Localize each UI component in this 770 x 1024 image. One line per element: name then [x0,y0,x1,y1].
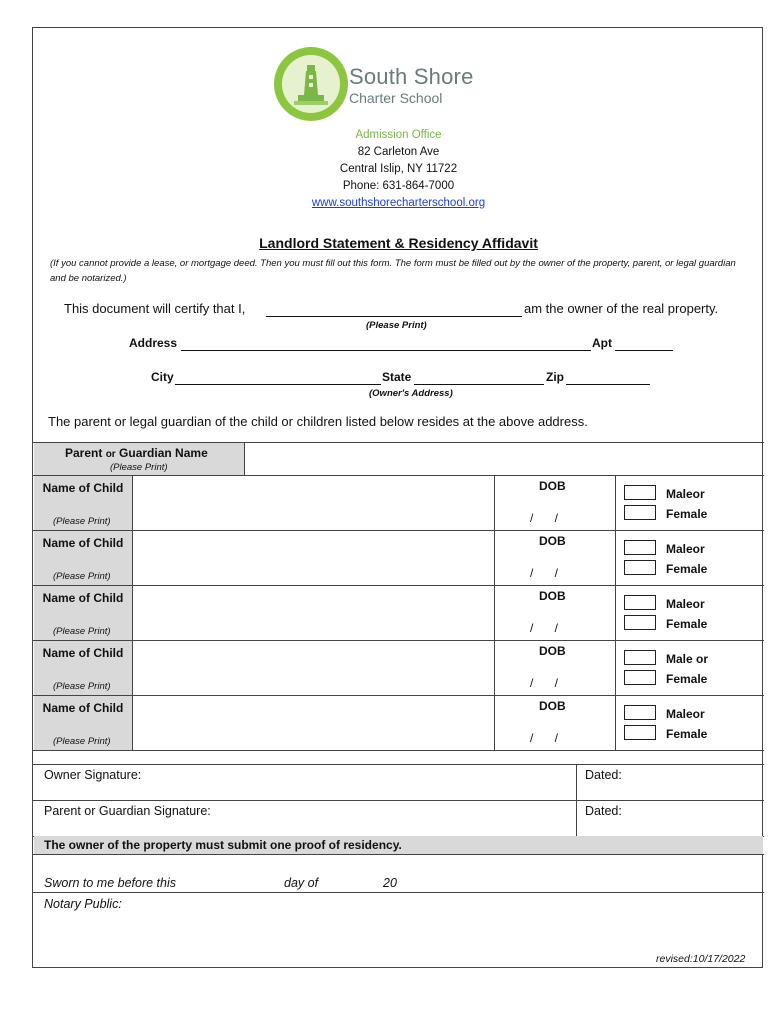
dob-slashes[interactable]: / / [530,621,559,635]
resides-statement: The parent or legal guardian of the child or children listed below resides at the above address. [48,414,588,429]
child-name-label: Name of Child (Please Print) [34,586,133,641]
male-checkbox[interactable] [624,595,656,610]
zip-label: Zip [546,370,564,384]
admission-office: Admission Office [355,129,442,141]
child-name-field[interactable] [133,531,493,585]
day-of-label: day of [284,876,319,890]
male-checkbox[interactable] [624,485,656,500]
certify-suffix: am the owner of the real property. [524,301,719,316]
owner-dated-label: Dated: [585,768,622,782]
male-label: Male or [666,652,709,666]
male-checkbox[interactable] [624,540,656,555]
proof-notice-bar [34,836,763,854]
street-address: 82 Carleton Ave [357,146,440,158]
female-checkbox[interactable] [624,670,656,685]
male-label: Maleor [666,542,705,556]
city-label: City [151,370,174,384]
female-label: Female [666,672,708,686]
female-checkbox[interactable] [624,725,656,740]
city-state-zip: Central Islip, NY 11722 [339,163,458,175]
parent-signature-label: Parent or Guardian Signature: [44,804,211,818]
apt-label: Apt [592,336,612,350]
male-label: Maleor [666,707,705,721]
notary-public-label: Notary Public: [44,897,122,911]
zip-field[interactable] [566,384,650,385]
dob-label: DOB [539,479,566,493]
owner-name-field[interactable] [266,316,522,317]
parent-dated-label: Dated: [585,804,622,818]
male-label: Maleor [666,597,705,611]
male-checkbox[interactable] [624,650,656,665]
certify-prefix: This document will certify that I, [64,301,246,316]
female-label: Female [666,727,708,741]
lighthouse-icon [282,55,340,113]
school-name: South Shore [349,64,474,89]
state-field[interactable] [414,384,544,385]
proof-notice: The owner of the property must submit one proof of residency. [44,838,402,852]
male-label: Maleor [666,487,705,501]
female-checkbox[interactable] [624,560,656,575]
child-name-label: Name of Child (Please Print) [34,476,133,531]
website-link[interactable]: www.southshorecharterschool.org [311,197,486,209]
dob-slashes[interactable]: / / [530,676,559,690]
female-checkbox[interactable] [624,615,656,630]
please-print-hint: (Please Print) [366,320,427,331]
form-page [32,27,763,968]
parent-signature-field[interactable] [233,801,573,835]
female-label: Female [666,617,708,631]
child-name-field[interactable] [133,586,493,640]
dob-label: DOB [539,699,566,713]
form-title: Landlord Statement & Residency Affidavit [259,235,538,251]
city-field[interactable] [175,384,381,385]
female-label: Female [666,507,708,521]
owner-signature-field[interactable] [193,765,573,799]
dob-label: DOB [539,589,566,603]
child-name-field[interactable] [133,476,493,530]
notary-field[interactable] [143,894,743,944]
address-field[interactable] [181,350,591,351]
owner-signature-label: Owner Signature: [44,768,142,782]
dob-label: DOB [539,534,566,548]
parent-guardian-name-field[interactable] [245,443,763,475]
parent-guardian-label: Parent or Guardian Name (Please Print) [34,443,245,475]
female-checkbox[interactable] [624,505,656,520]
child-name-field[interactable] [133,641,493,695]
apt-field[interactable] [615,350,673,351]
phone-number: Phone: 631-864-7000 [342,180,455,192]
address-label: Address [129,336,178,350]
state-label: State [382,370,412,384]
owners-address-hint: (Owner's Address) [369,388,453,399]
child-name-field[interactable] [133,696,493,750]
instructions-note: (If you cannot provide a lease, or mortgage deed. Then you must fill out this form. The form must be filled out by the owner of the property, parent, or legal guardian and be notarized.) [50,258,736,284]
child-name-label: Name of Child (Please Print) [34,531,133,586]
school-logo [274,47,348,121]
school-subtitle: Charter School [349,90,443,106]
dob-slashes[interactable]: / / [530,731,559,745]
dob-label: DOB [539,644,566,658]
sworn-label: Sworn to me before this [44,876,177,890]
male-checkbox[interactable] [624,705,656,720]
dob-slashes[interactable]: / / [530,511,559,525]
year-label: 20 [383,876,397,890]
female-label: Female [666,562,708,576]
revised-date: revised:10/17/2022 [656,953,746,965]
child-name-label: Name of Child (Please Print) [34,696,133,751]
dob-slashes[interactable]: / / [530,566,559,580]
child-name-label: Name of Child (Please Print) [34,641,133,696]
